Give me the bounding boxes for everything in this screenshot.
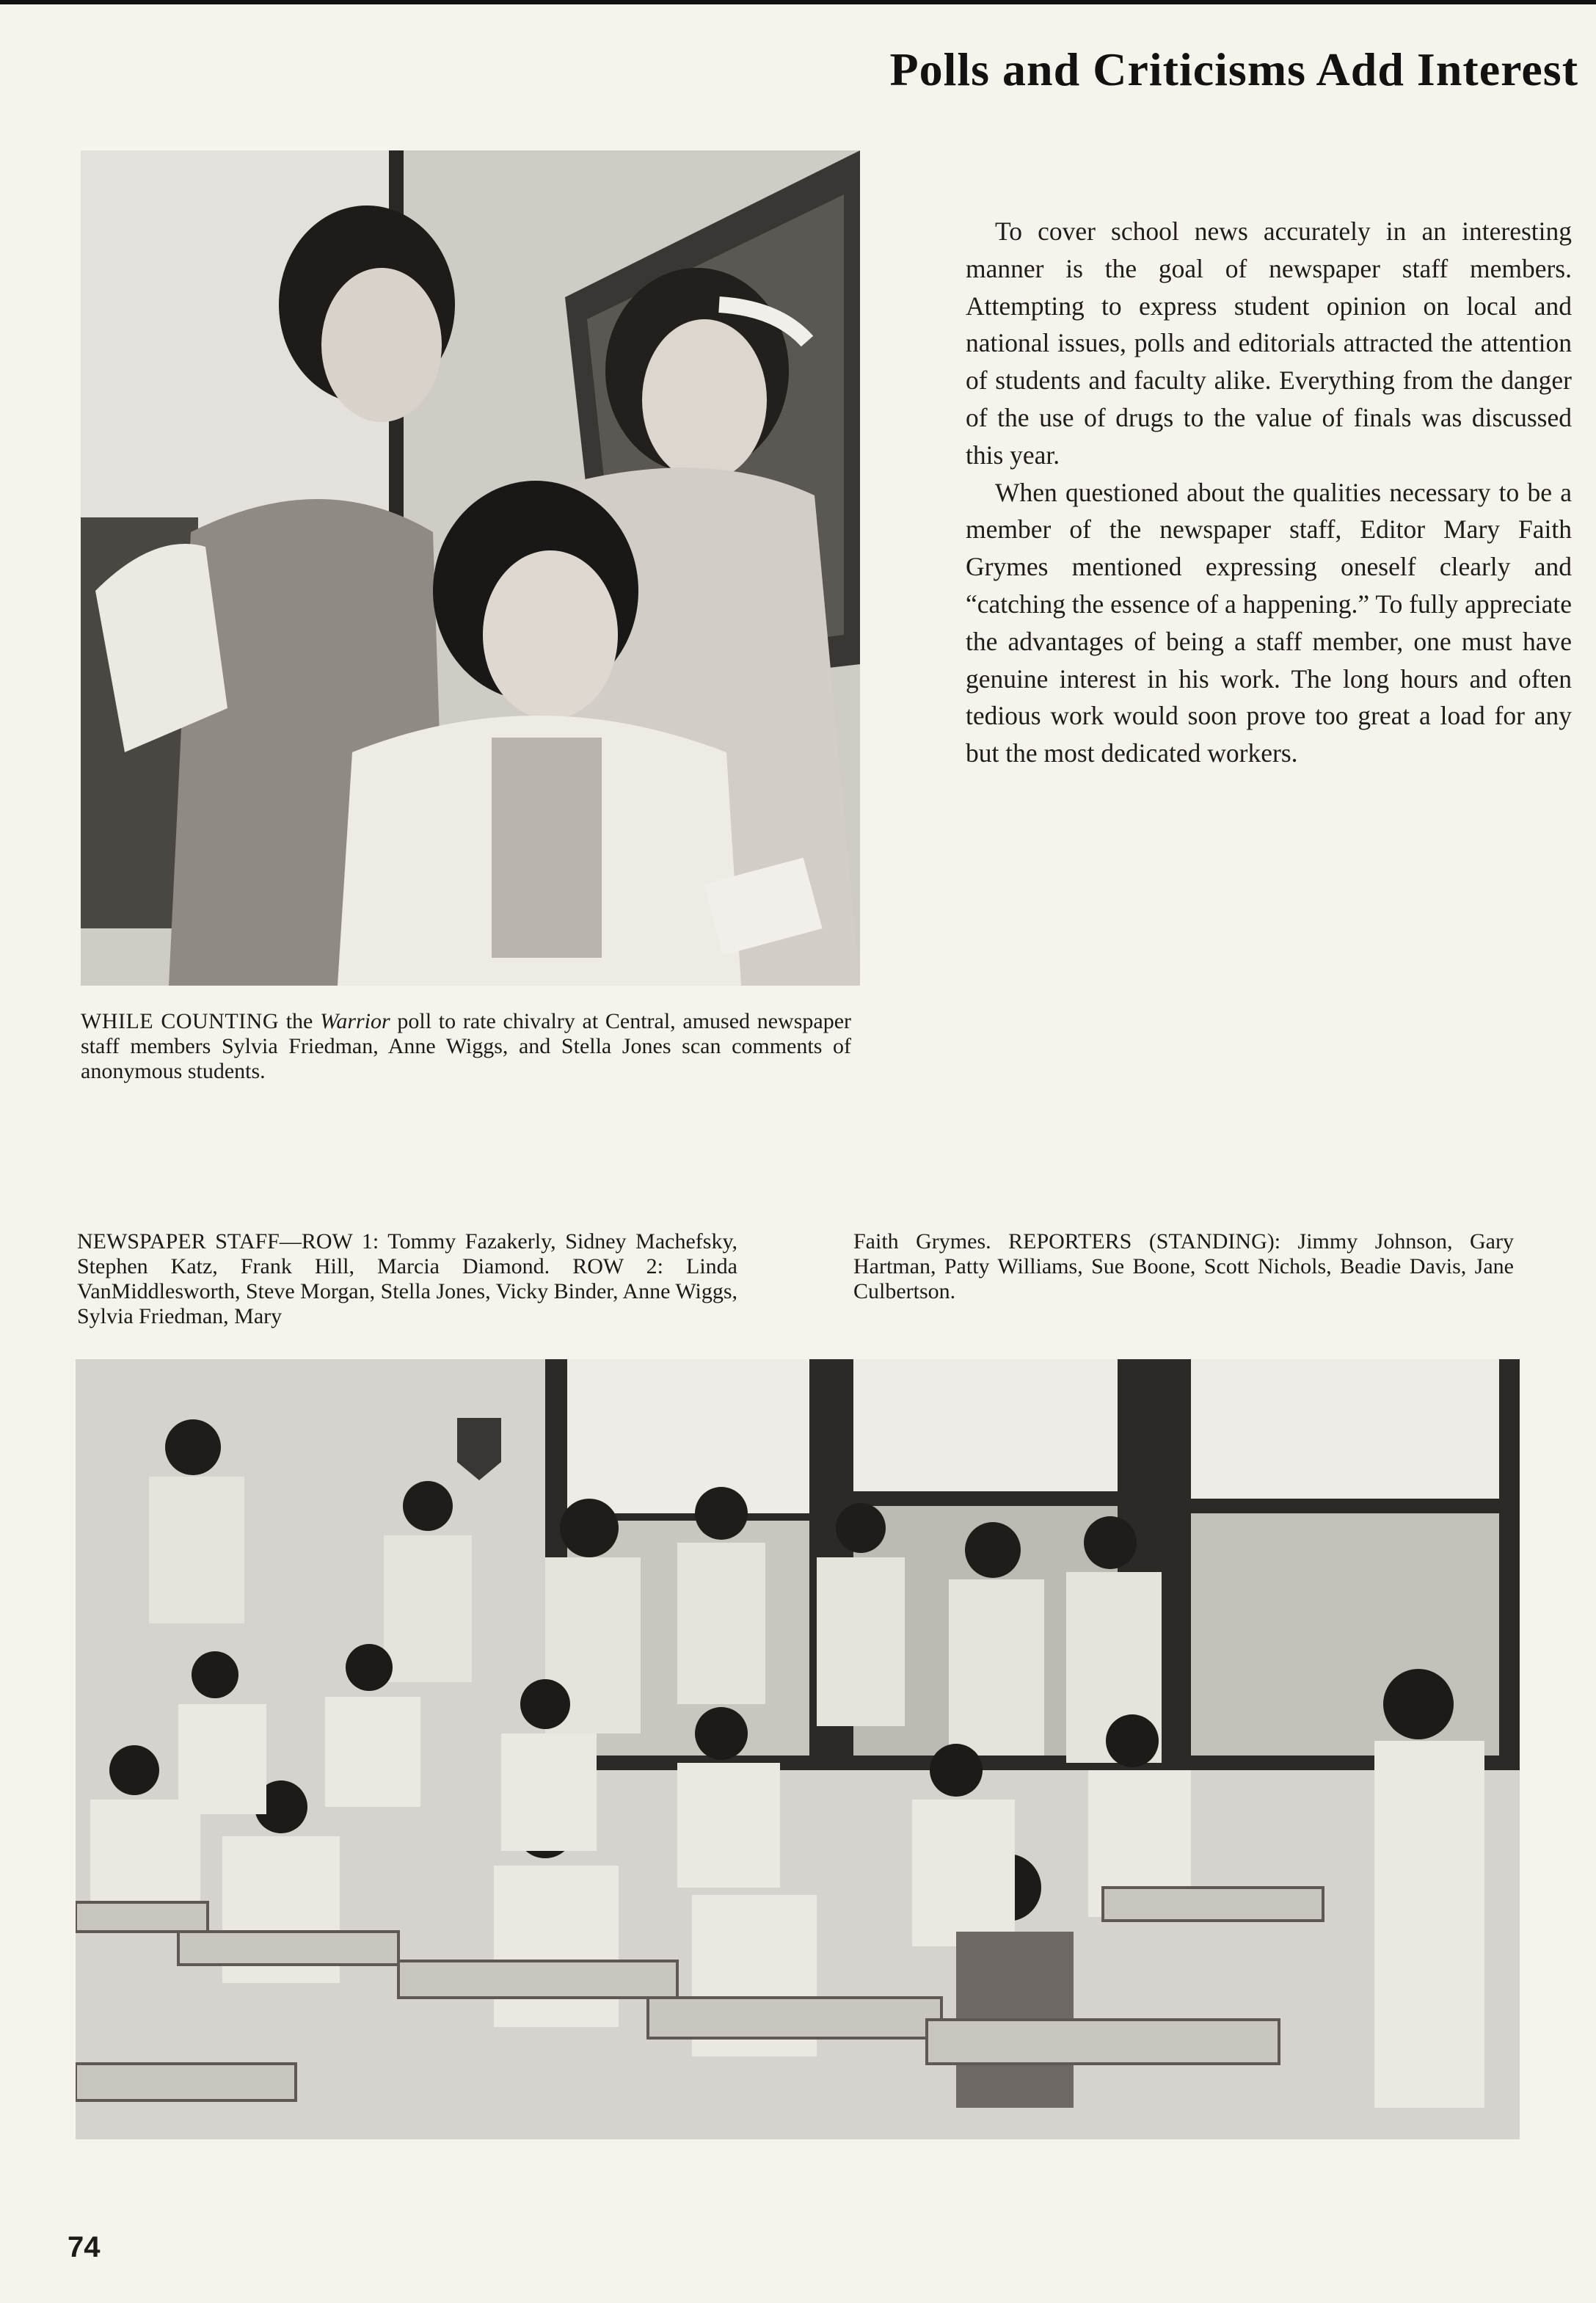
article-body (966, 213, 1572, 772)
newspaper-staff-group-photo (76, 1359, 1520, 2139)
caption-text: the (285, 1009, 313, 1033)
staff-caption-right: Faith Grymes. REPORTERS (STANDING): Jimmy Johnson, Gary Hartman, Patty Williams, Sue Boone, Scott Nichols, Beadie Davis, Jane Culbertson. (853, 1229, 1514, 1303)
staff-caption-left: NEWSPAPER STAFF—ROW 1: Tommy Fazakerly, Sidney Machefsky, Stephen Katz, Frank Hill, Marcia Diamond. ROW 2: Linda VanMiddlesworth, Steve Morgan, Stella Jones, Vicky Binder, Anne Wiggs, Sylvia Friedman, Mary (77, 1229, 737, 1328)
page-number: 74 (68, 2231, 101, 2263)
top-rule (0, 0, 1596, 4)
caption-text: poll to rate chivalry at Central, amused newspaper staff members Sylvia Friedman, Anne Wiggs, and Stella Jones scan comments of anonymous students. (81, 1009, 852, 1083)
publication-name: Warrior (320, 1009, 390, 1033)
article-paragraph: To cover school news accurately in an interesting manner is the goal of newspaper staff members. Attempting to express student opinion on local and national issues, polls and editorials attracted the attention of students and faculty alike. Everything from the danger of the use of drugs to the value of finals was discussed this year. (966, 217, 1572, 470)
photo-caption (81, 1009, 851, 1084)
article-paragraph: When questioned about the qualities necessary to be a member of the newspaper staff, Editor Mary Faith Grymes mentioned expressing oneself clearly and “catching the essence of a happening.” To fully appreciate the advantages of being a staff member, one must have genuine interest in his work. The long hours and often tedious work would soon prove too great a load for any but the most dedicated workers. (966, 477, 1572, 768)
staff-poll-photo (81, 150, 860, 986)
caption-lead: WHILE COUNTING (81, 1009, 279, 1033)
page-title: Polls and Criticisms Add Interest (889, 43, 1578, 95)
